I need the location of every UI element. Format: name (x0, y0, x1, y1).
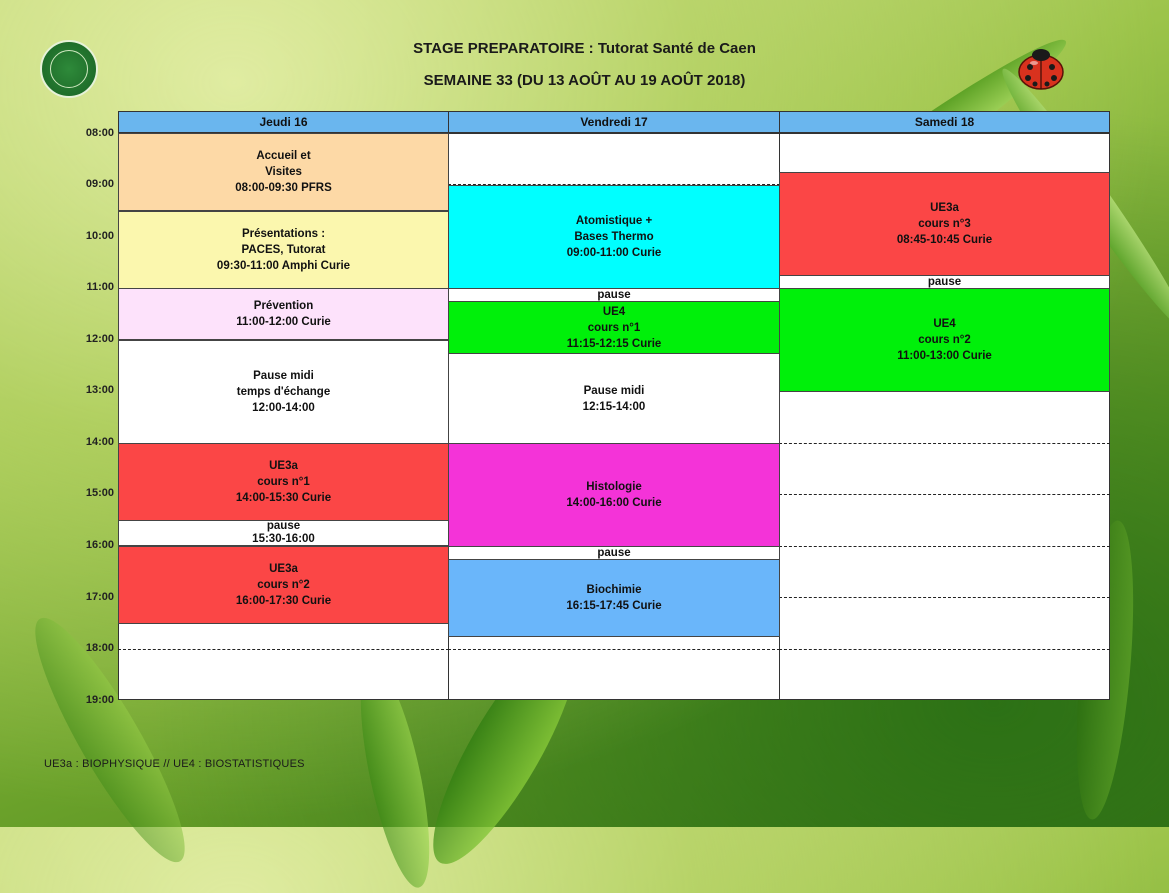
event-time: 08:45-10:45 Curie (896, 234, 993, 246)
event-title: pause (266, 520, 301, 532)
event-subtitle: cours n°3 (918, 218, 971, 230)
event-time: 16:15-17:45 Curie (566, 600, 662, 612)
event-block[interactable] (118, 211, 449, 289)
time-label: 11:00 (86, 281, 114, 293)
page-title: STAGE PREPARATOIRE : Tutorat Santé de Caen (413, 40, 756, 57)
event-title: Pause midi (253, 370, 314, 382)
event-time: 09:30-11:00 Amphi Curie (216, 260, 351, 272)
event-subtitle: Bases Thermo (574, 231, 654, 243)
event-title: UE3a (269, 460, 298, 472)
event-title: Prévention (253, 300, 314, 312)
day-header-samedi: Samedi 18 (779, 111, 1110, 133)
event-time: 16:00-17:30 Curie (235, 595, 332, 607)
event-time: 12:15-14:00 (582, 400, 646, 413)
event-title: Accueil et (256, 150, 311, 162)
event-block[interactable] (779, 288, 1110, 392)
event-title: UE3a (269, 563, 298, 575)
time-label: 18:00 (85, 642, 114, 654)
legend-footer: UE3a : BIOPHYSIQUE // UE4 : BIOSTATISTIQUES (44, 758, 305, 770)
event-block[interactable] (448, 301, 780, 354)
event-block[interactable] (448, 185, 780, 289)
event-block[interactable] (118, 288, 449, 340)
event-subtitle: Visites (265, 166, 302, 178)
hour-gridline (779, 546, 1110, 547)
event-title: pause (597, 547, 631, 559)
hour-gridline (779, 494, 1110, 495)
event-subtitle: PACES, Tutorat (241, 244, 326, 256)
event-block[interactable] (118, 443, 449, 521)
day-header-jeudi: Jeudi 16 (118, 111, 449, 133)
time-label: 09:00 (85, 178, 114, 190)
event-block[interactable] (118, 520, 449, 546)
time-label: 14:00 (85, 436, 114, 448)
event-time: 09:00-11:00 Curie (566, 247, 662, 259)
event-block[interactable] (448, 353, 780, 444)
event-block[interactable] (118, 133, 449, 211)
event-time: 11:15-12:15 Curie (566, 337, 662, 350)
event-block[interactable] (448, 443, 780, 547)
time-label: 10:00 (85, 230, 114, 242)
event-block[interactable] (118, 340, 449, 444)
event-subtitle: cours n°1 (587, 321, 641, 334)
event-title: Histologie (586, 481, 642, 493)
time-label: 08:00 (85, 127, 114, 139)
event-block[interactable] (448, 546, 780, 560)
event-time: 12:00-14:00 (252, 402, 315, 414)
event-block[interactable] (779, 275, 1110, 289)
event-title: Biochimie (586, 584, 642, 596)
event-title: pause (597, 289, 631, 301)
event-title: Présentations : (241, 228, 326, 240)
event-time: 11:00-12:00 Curie (236, 316, 331, 328)
event-block[interactable] (448, 559, 780, 637)
event-title: Pause midi (583, 384, 645, 397)
event-block[interactable] (448, 288, 780, 302)
day-header-vendredi: Vendredi 17 (448, 111, 780, 133)
event-time: 14:00-16:00 Curie (566, 497, 662, 509)
event-subtitle: temps d'échange (236, 386, 331, 398)
event-title: UE3a (930, 202, 959, 214)
time-label: 19:00 (85, 694, 114, 706)
time-label: 16:00 (85, 539, 114, 551)
hour-gridline (779, 443, 1110, 444)
event-time: 11:00-13:00 Curie (897, 350, 992, 362)
hour-gridline (779, 649, 1110, 650)
event-subtitle: cours n°2 (918, 334, 971, 346)
event-title: Atomistique + (575, 215, 653, 227)
hour-gridline (448, 649, 780, 650)
time-label: 13:00 (85, 384, 114, 396)
event-block[interactable] (779, 172, 1110, 276)
time-label: 15:00 (85, 487, 114, 499)
event-title: UE4 (933, 318, 956, 330)
time-label: 17:00 (85, 591, 114, 603)
time-label: 12:00 (85, 333, 114, 345)
event-time: 15:30-16:00 (252, 533, 315, 545)
hour-gridline (779, 597, 1110, 598)
hour-gridline (118, 649, 449, 650)
event-subtitle: cours n°2 (257, 579, 310, 591)
event-title: UE4 (602, 305, 626, 318)
event-title: pause (927, 276, 962, 288)
event-time: 08:00-09:30 PFRS (235, 182, 332, 194)
event-time: 14:00-15:30 Curie (235, 492, 332, 504)
page-subtitle: SEMAINE 33 (DU 13 AOÛT AU 19 AOÛT 2018) (423, 72, 746, 89)
event-block[interactable] (118, 546, 449, 624)
event-subtitle: cours n°1 (257, 476, 310, 488)
